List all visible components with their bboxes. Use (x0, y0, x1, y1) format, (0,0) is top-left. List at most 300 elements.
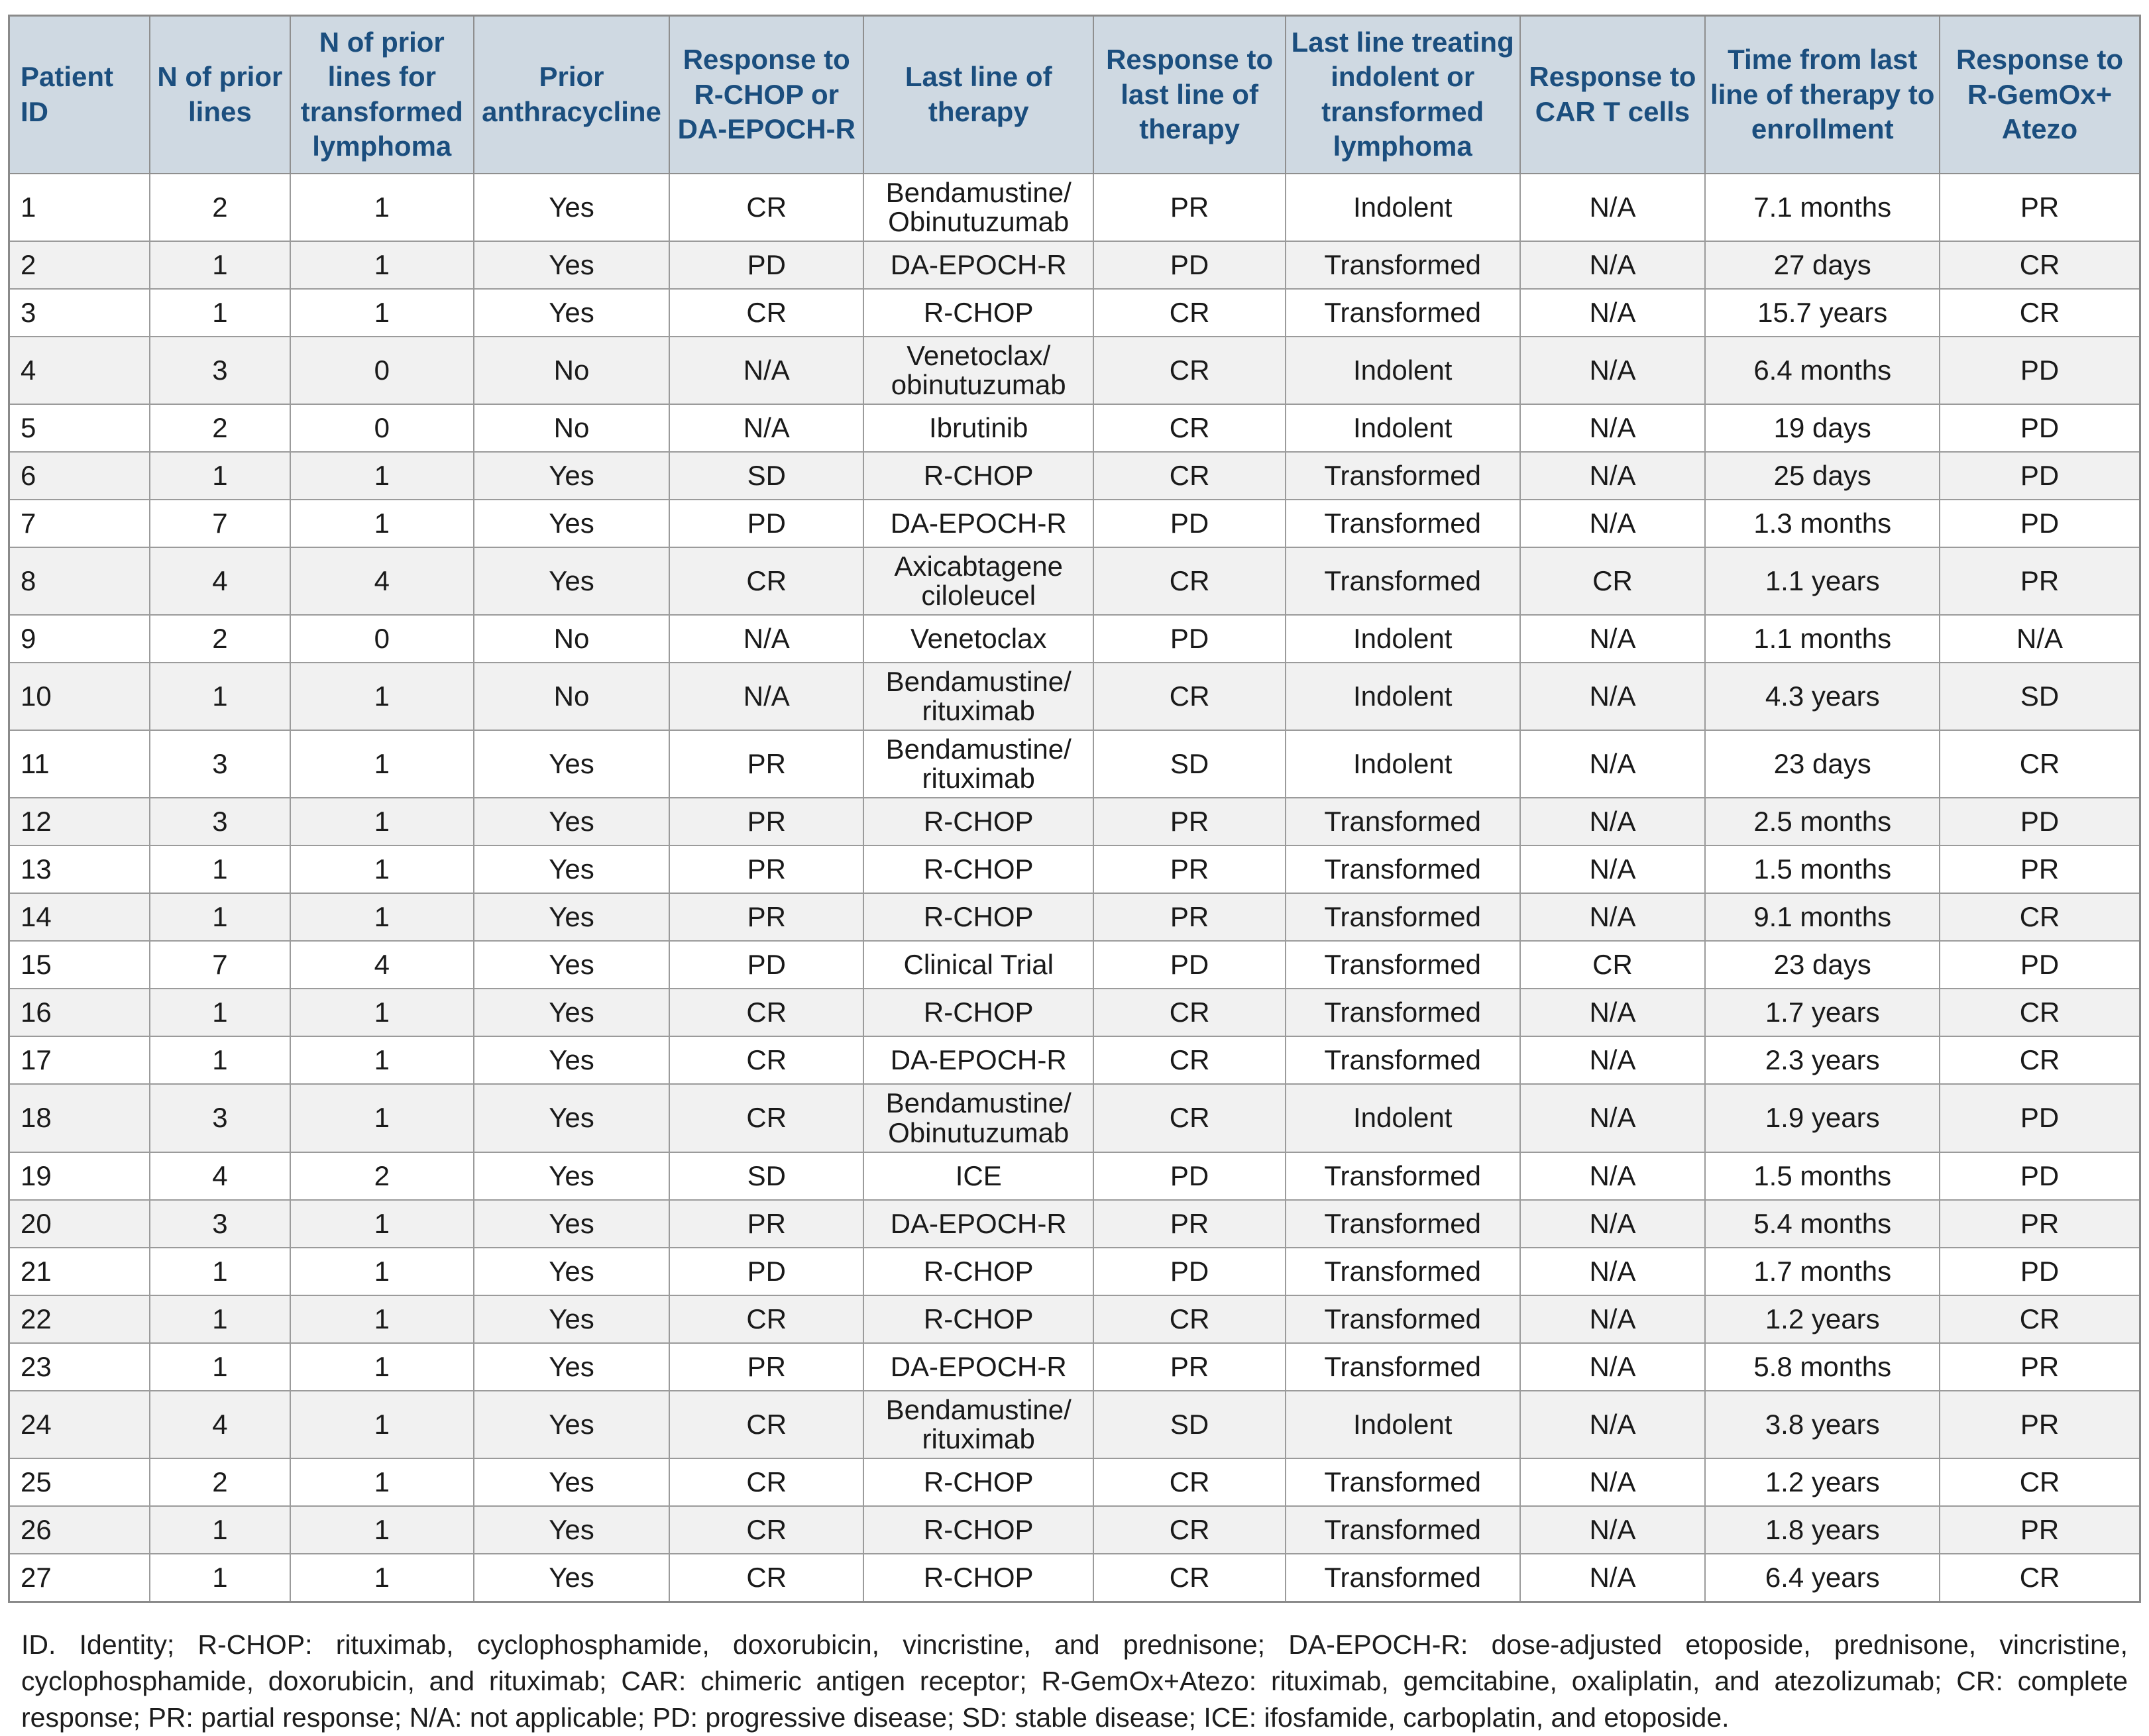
table-cell: 0 (290, 337, 474, 404)
table-cell: Yes (474, 241, 670, 289)
patient-id-cell: 16 (9, 989, 150, 1036)
table-cell: Indolent (1286, 337, 1520, 404)
table-cell: SD (669, 1152, 863, 1200)
table-cell: PR (1093, 1200, 1285, 1248)
table-footnote: ID. Identity; R-CHOP: rituximab, cyclophosphamide, doxorubicin, vincristine, and prednisone; DA-EPOCH-R: dose-adjusted etoposide, prednisone, vincristine, cyclophosphamide, doxorubicin, and rituximab; CAR: chimeric antigen receptor; R-GemOx+Atezo: rituximab, gemcitabine, oxaliplatin, and atezolizumab; CR: complete response; PR: partial response; N/A: not applicable; PD: progressive disease; SD: stable disease; ICE: ifosfamide, carboplatin, and etoposide. (21, 1629, 2128, 1733)
table-cell: Yes (474, 1152, 670, 1200)
table-cell: 1.9 years (1705, 1084, 1940, 1152)
table-cell: PD (1093, 500, 1285, 547)
table-cell: N/A (1520, 730, 1706, 798)
table-cell: PR (1940, 1391, 2140, 1458)
table-cell: PD (1940, 1248, 2140, 1295)
table-cell: 1 (290, 174, 474, 241)
table-cell: DA-EPOCH-R (863, 500, 1093, 547)
table-cell: N/A (1520, 452, 1706, 500)
patient-id-cell: 10 (9, 663, 150, 730)
table-cell: R-CHOP (863, 1554, 1093, 1602)
table-cell: N/A (1520, 174, 1706, 241)
patient-id-cell: 27 (9, 1554, 150, 1602)
patient-id-cell: 22 (9, 1295, 150, 1343)
patient-id-cell: 4 (9, 337, 150, 404)
table-cell: 1.2 years (1705, 1458, 1940, 1506)
table-cell: PR (669, 798, 863, 845)
table-cell: 1 (290, 893, 474, 941)
table-cell: N/A (1520, 404, 1706, 452)
table-cell: R-CHOP (863, 1248, 1093, 1295)
table-cell: PD (669, 241, 863, 289)
table-cell: 9.1 months (1705, 893, 1940, 941)
table-cell: 1 (290, 1391, 474, 1458)
table-cell: DA-EPOCH-R (863, 1036, 1093, 1084)
table-cell: 1 (150, 1248, 290, 1295)
table-cell: 0 (290, 404, 474, 452)
table-cell: PR (669, 845, 863, 893)
table-cell: Transformed (1286, 1200, 1520, 1248)
table-cell: N/A (1520, 1343, 1706, 1391)
patient-id-cell: 2 (9, 241, 150, 289)
table-cell: PR (1940, 1506, 2140, 1554)
patient-table-container (8, 15, 2141, 1736)
table-cell: N/A (669, 615, 863, 663)
table-cell: PR (1093, 1343, 1285, 1391)
table-cell: 1 (150, 1295, 290, 1343)
table-cell: 1 (290, 845, 474, 893)
table-cell: 0 (290, 615, 474, 663)
table-cell: Yes (474, 1458, 670, 1506)
table-cell: Transformed (1286, 1506, 1520, 1554)
table-cell: 6.4 years (1705, 1554, 1940, 1602)
patient-id-cell: 3 (9, 289, 150, 337)
table-row (9, 1295, 2140, 1343)
header-row (9, 16, 2140, 174)
patient-id-cell: 24 (9, 1391, 150, 1458)
table-cell: 2.5 months (1705, 798, 1940, 845)
table-row (9, 1152, 2140, 1200)
table-cell: Yes (474, 289, 670, 337)
table-cell: 2 (150, 404, 290, 452)
table-cell: 1 (290, 241, 474, 289)
table-cell: CR (669, 1506, 863, 1554)
table-cell: 1 (290, 989, 474, 1036)
table-cell: 19 days (1705, 404, 1940, 452)
table-cell: 6.4 months (1705, 337, 1940, 404)
table-cell: 3 (150, 1084, 290, 1152)
table-cell: PR (1940, 1200, 2140, 1248)
table-cell: CR (1940, 1458, 2140, 1506)
patient-id-cell: 23 (9, 1343, 150, 1391)
table-cell: N/A (1520, 1152, 1706, 1200)
patient-id-cell: 6 (9, 452, 150, 500)
table-cell: 2 (150, 1458, 290, 1506)
table-cell: 4 (290, 941, 474, 989)
table-cell: 7 (150, 500, 290, 547)
table-cell: Transformed (1286, 1554, 1520, 1602)
table-cell: 1 (290, 1554, 474, 1602)
table-cell: PD (1940, 798, 2140, 845)
table-body (9, 174, 2140, 1602)
table-cell: CR (669, 1036, 863, 1084)
table-cell: PD (669, 500, 863, 547)
table-cell: CR (669, 1084, 863, 1152)
table-cell: 2 (150, 174, 290, 241)
table-cell: R-CHOP (863, 452, 1093, 500)
table-cell: PR (669, 1343, 863, 1391)
table-cell: R-CHOP (863, 1458, 1093, 1506)
table-cell: PR (1940, 1343, 2140, 1391)
table-cell: N/A (1520, 1295, 1706, 1343)
table-cell: Indolent (1286, 174, 1520, 241)
column-header-response-rchop: Response to R-CHOP or DA-EPOCH-R (669, 16, 863, 174)
table-cell: N/A (669, 663, 863, 730)
patient-id-cell: 25 (9, 1458, 150, 1506)
table-cell: CR (669, 174, 863, 241)
table-row (9, 1343, 2140, 1391)
table-cell: N/A (1520, 1248, 1706, 1295)
table-cell: CR (1093, 1554, 1285, 1602)
column-header-last-line-indolent-transformed: Last line treating indolent or transformed lymphoma (1286, 16, 1520, 174)
table-cell: Yes (474, 500, 670, 547)
table-cell: 3 (150, 1200, 290, 1248)
patient-id-cell: 17 (9, 1036, 150, 1084)
table-cell: PR (669, 730, 863, 798)
table-cell: N/A (1520, 1506, 1706, 1554)
table-cell: N/A (1520, 893, 1706, 941)
table-cell: SD (669, 452, 863, 500)
table-cell: Ibrutinib (863, 404, 1093, 452)
table-cell: 3 (150, 337, 290, 404)
patient-id-cell: 20 (9, 1200, 150, 1248)
table-cell: CR (1093, 1506, 1285, 1554)
patient-id-cell: 19 (9, 1152, 150, 1200)
table-cell: 23 days (1705, 941, 1940, 989)
patient-characteristics-table (8, 15, 2141, 1603)
table-cell: 1 (290, 1343, 474, 1391)
table-cell: Yes (474, 845, 670, 893)
table-cell: Yes (474, 730, 670, 798)
table-cell: 4 (290, 547, 474, 615)
table-cell: CR (669, 289, 863, 337)
table-cell: 1 (150, 1036, 290, 1084)
table-cell: 1.1 months (1705, 615, 1940, 663)
table-cell: Transformed (1286, 241, 1520, 289)
table-cell: N/A (1520, 1084, 1706, 1152)
table-cell: PD (1940, 404, 2140, 452)
table-cell: 1 (290, 452, 474, 500)
column-header-response-cart: Response to CAR T cells (1520, 16, 1706, 174)
table-cell: Indolent (1286, 730, 1520, 798)
table-cell: Indolent (1286, 1391, 1520, 1458)
table-cell: 1 (290, 1248, 474, 1295)
table-cell: CR (1520, 547, 1706, 615)
table-cell: CR (1940, 893, 2140, 941)
table-cell: Yes (474, 1391, 670, 1458)
table-cell: 15.7 years (1705, 289, 1940, 337)
table-row (9, 1554, 2140, 1602)
column-header-n-prior-lines-transformed: N of prior lines for transformed lymphoma (290, 16, 474, 174)
table-cell: No (474, 337, 670, 404)
table-cell: Yes (474, 174, 670, 241)
patient-id-cell: 12 (9, 798, 150, 845)
table-cell: PR (669, 893, 863, 941)
table-cell: R-CHOP (863, 989, 1093, 1036)
table-cell: Yes (474, 941, 670, 989)
table-cell: N/A (1520, 1458, 1706, 1506)
table-cell: N/A (1940, 615, 2140, 663)
table-cell: ICE (863, 1152, 1093, 1200)
table-cell: CR (1093, 1084, 1285, 1152)
table-cell: 2.3 years (1705, 1036, 1940, 1084)
table-cell: Yes (474, 1295, 670, 1343)
table-cell: Transformed (1286, 547, 1520, 615)
table-cell: Transformed (1286, 798, 1520, 845)
table-cell: CR (669, 1458, 863, 1506)
table-cell: Transformed (1286, 1343, 1520, 1391)
table-cell: DA-EPOCH-R (863, 1343, 1093, 1391)
patient-id-cell: 9 (9, 615, 150, 663)
table-row (9, 730, 2140, 798)
table-cell: Transformed (1286, 1248, 1520, 1295)
table-cell: Yes (474, 1554, 670, 1602)
table-cell: 1.3 months (1705, 500, 1940, 547)
table-cell: 4.3 years (1705, 663, 1940, 730)
table-cell: 1 (290, 289, 474, 337)
table-cell: CR (1093, 452, 1285, 500)
table-row (9, 941, 2140, 989)
table-cell: PD (1940, 452, 2140, 500)
table-cell: CR (1093, 1036, 1285, 1084)
table-cell: 23 days (1705, 730, 1940, 798)
table-cell: N/A (1520, 1200, 1706, 1248)
table-cell: Venetoclax/obinutuzumab (863, 337, 1093, 404)
table-cell: PD (1940, 941, 2140, 989)
table-row (9, 1200, 2140, 1248)
table-cell: SD (1093, 730, 1285, 798)
table-cell: CR (1093, 289, 1285, 337)
table-cell: CR (1940, 241, 2140, 289)
table-cell: 1 (290, 798, 474, 845)
table-cell: CR (1093, 404, 1285, 452)
table-cell: 27 days (1705, 241, 1940, 289)
table-cell: 2 (150, 615, 290, 663)
table-cell: 1 (290, 1458, 474, 1506)
table-cell: Transformed (1286, 1295, 1520, 1343)
table-cell: 7 (150, 941, 290, 989)
table-cell: CR (669, 547, 863, 615)
table-cell: Transformed (1286, 1036, 1520, 1084)
table-cell: PR (1940, 845, 2140, 893)
table-cell: Bendamustine/rituximab (863, 1391, 1093, 1458)
table-cell: PR (1093, 174, 1285, 241)
table-row (9, 1084, 2140, 1152)
table-cell: N/A (669, 337, 863, 404)
table-cell: CR (669, 1295, 863, 1343)
table-cell: R-CHOP (863, 1506, 1093, 1554)
table-cell: 2 (290, 1152, 474, 1200)
table-cell: Bendamustine/Obinutuzumab (863, 1084, 1093, 1152)
patient-id-cell: 1 (9, 174, 150, 241)
table-cell: Yes (474, 1200, 670, 1248)
table-row (9, 1036, 2140, 1084)
table-cell: 1 (290, 1200, 474, 1248)
table-cell: Yes (474, 798, 670, 845)
table-cell: N/A (1520, 289, 1706, 337)
table-cell: SD (1093, 1391, 1285, 1458)
patient-id-cell: 13 (9, 845, 150, 893)
table-row (9, 404, 2140, 452)
table-cell: 1.7 years (1705, 989, 1940, 1036)
column-header-last-line-therapy: Last line of therapy (863, 16, 1093, 174)
patient-id-cell: 11 (9, 730, 150, 798)
column-header-patient-id: Patient ID (9, 16, 150, 174)
table-cell: CR (1093, 663, 1285, 730)
table-cell: N/A (1520, 241, 1706, 289)
column-header-n-prior-lines: N of prior lines (150, 16, 290, 174)
table-cell: Yes (474, 1506, 670, 1554)
table-row (9, 1391, 2140, 1458)
table-row (9, 547, 2140, 615)
table-cell: Transformed (1286, 845, 1520, 893)
table-cell: Transformed (1286, 289, 1520, 337)
patient-id-cell: 18 (9, 1084, 150, 1152)
table-cell: Transformed (1286, 500, 1520, 547)
table-cell: SD (1940, 663, 2140, 730)
table-cell: CR (1940, 730, 2140, 798)
table-row (9, 174, 2140, 241)
table-cell: PR (1940, 174, 2140, 241)
table-cell: Yes (474, 547, 670, 615)
table-cell: 1.1 years (1705, 547, 1940, 615)
table-cell: 5.4 months (1705, 1200, 1940, 1248)
table-cell: N/A (1520, 1554, 1706, 1602)
table-row (9, 1248, 2140, 1295)
table-cell: Yes (474, 1248, 670, 1295)
table-cell: 3 (150, 798, 290, 845)
table-cell: 1 (290, 1506, 474, 1554)
patient-id-cell: 26 (9, 1506, 150, 1554)
table-cell: CR (1093, 1295, 1285, 1343)
table-cell: N/A (1520, 500, 1706, 547)
table-cell: No (474, 404, 670, 452)
table-row (9, 615, 2140, 663)
table-cell: No (474, 615, 670, 663)
table-cell: CR (1940, 1295, 2140, 1343)
patient-id-cell: 15 (9, 941, 150, 989)
table-cell: Transformed (1286, 1152, 1520, 1200)
table-cell: PR (669, 1200, 863, 1248)
table-cell: 1 (150, 1554, 290, 1602)
table-cell: 1 (150, 452, 290, 500)
table-row (9, 845, 2140, 893)
table-row (9, 989, 2140, 1036)
table-cell: DA-EPOCH-R (863, 241, 1093, 289)
table-row (9, 289, 2140, 337)
table-cell: Transformed (1286, 452, 1520, 500)
table-cell: 1 (290, 663, 474, 730)
table-cell: N/A (669, 404, 863, 452)
table-cell: Transformed (1286, 989, 1520, 1036)
table-cell: N/A (1520, 1391, 1706, 1458)
table-row (9, 241, 2140, 289)
table-cell: 1.5 months (1705, 845, 1940, 893)
table-row (9, 1506, 2140, 1554)
table-cell: Yes (474, 1036, 670, 1084)
table-cell: Yes (474, 989, 670, 1036)
table-cell: Clinical Trial (863, 941, 1093, 989)
column-header-response-last-line: Response to last line of therapy (1093, 16, 1285, 174)
table-cell: CR (1520, 941, 1706, 989)
table-cell: Indolent (1286, 404, 1520, 452)
table-row (9, 798, 2140, 845)
table-cell: PD (1093, 941, 1285, 989)
table-row (9, 452, 2140, 500)
table-cell: 5.8 months (1705, 1343, 1940, 1391)
table-cell: Yes (474, 1343, 670, 1391)
column-header-prior-anthracycline: Prior anthracycline (474, 16, 670, 174)
table-cell: 1 (150, 1506, 290, 1554)
table-cell: 1 (150, 989, 290, 1036)
table-cell: 1 (150, 663, 290, 730)
table-cell: CR (669, 989, 863, 1036)
table-cell: 1 (150, 893, 290, 941)
table-cell: 1.5 months (1705, 1152, 1940, 1200)
table-cell: N/A (1520, 798, 1706, 845)
table-cell: 1 (290, 1295, 474, 1343)
table-cell: Yes (474, 893, 670, 941)
table-row (9, 500, 2140, 547)
table-cell: 4 (150, 1152, 290, 1200)
table-cell: PD (669, 1248, 863, 1295)
table-cell: R-CHOP (863, 893, 1093, 941)
table-cell: Bendamustine/rituximab (863, 730, 1093, 798)
patient-id-cell: 14 (9, 893, 150, 941)
table-cell: 25 days (1705, 452, 1940, 500)
table-cell: 1 (290, 500, 474, 547)
patient-id-cell: 5 (9, 404, 150, 452)
table-cell: Transformed (1286, 941, 1520, 989)
table-cell: CR (1940, 1036, 2140, 1084)
table-cell: 1.2 years (1705, 1295, 1940, 1343)
table-cell: Axicabtagene ciloleucel (863, 547, 1093, 615)
table-cell: R-CHOP (863, 1295, 1093, 1343)
table-cell: 3 (150, 730, 290, 798)
column-header-time-to-enrollment: Time from last line of therapy to enrollment (1705, 16, 1940, 174)
table-cell: No (474, 663, 670, 730)
table-cell: Yes (474, 1084, 670, 1152)
patient-id-cell: 21 (9, 1248, 150, 1295)
table-cell: R-CHOP (863, 289, 1093, 337)
table-cell: Transformed (1286, 893, 1520, 941)
table-cell: 1.8 years (1705, 1506, 1940, 1554)
table-cell: 1 (290, 730, 474, 798)
table-cell: 1 (150, 1343, 290, 1391)
table-row (9, 893, 2140, 941)
table-cell: CR (1940, 1554, 2140, 1602)
table-cell: PD (1093, 1152, 1285, 1200)
table-cell: PD (1093, 615, 1285, 663)
table-cell: PR (1940, 547, 2140, 615)
table-cell: 1.7 months (1705, 1248, 1940, 1295)
table-cell: Yes (474, 452, 670, 500)
table-cell: 1 (290, 1036, 474, 1084)
table-cell: 1 (290, 1084, 474, 1152)
table-cell: PR (1093, 893, 1285, 941)
table-cell: 4 (150, 1391, 290, 1458)
table-row (9, 1458, 2140, 1506)
table-cell: R-CHOP (863, 845, 1093, 893)
table-cell: CR (1093, 1458, 1285, 1506)
table-cell: PD (1940, 500, 2140, 547)
table-cell: Bendamustine/rituximab (863, 663, 1093, 730)
